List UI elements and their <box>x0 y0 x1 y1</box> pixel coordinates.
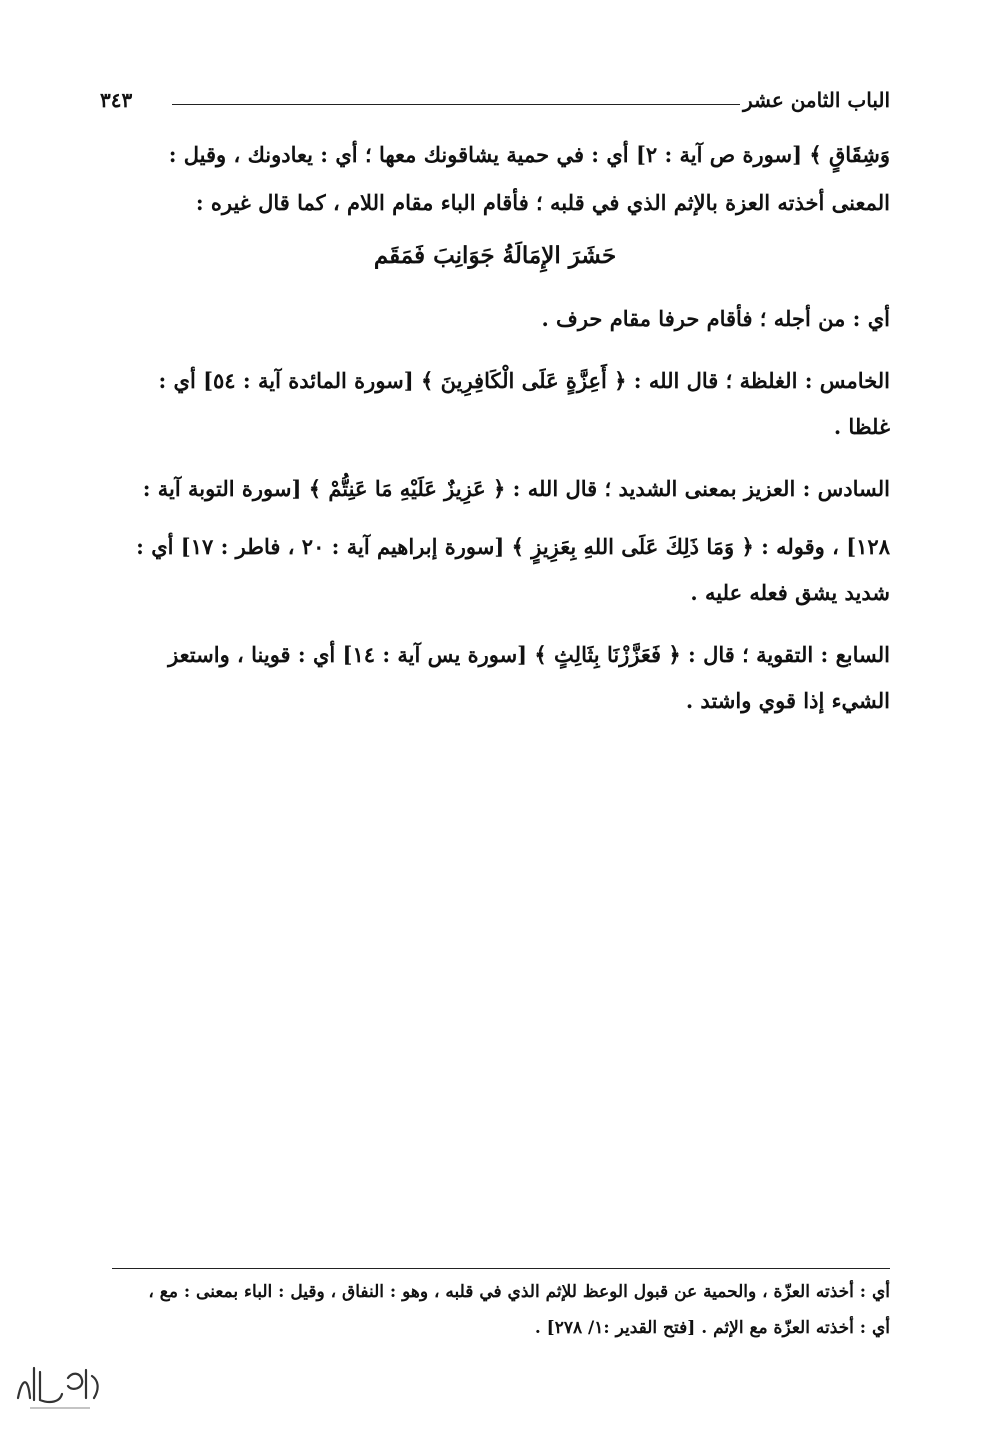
footnote-text: أي : أخذته العزّة مع الإثم . [فتح القدير :١/ ٢٧٨] . <box>534 1318 890 1338</box>
verse-line: حَشَرَ الإِمَالَةُ جَوَانِبَ فَمَقَم <box>373 242 617 269</box>
text-line: الشيء إذا قوي واشتد . <box>685 688 890 713</box>
chapter-title: الباب الثامن عشر <box>742 88 890 112</box>
footnote-line <box>100 1282 890 1302</box>
text-line: السابع : التقوية ؛ قال : ﴿ فَعَزَّزْنَا بِثَالِثٍ ﴾ [سورة يس آية : ١٤] أي : قوينا ، واستعز <box>168 642 890 667</box>
text-line: الخامس : الغلظة ؛ قال الله : ﴿ أَعِزَّةٍ عَلَى الْكَافِرِينَ ﴾ [سورة المائدة آية : ٥٤] أي : <box>158 368 890 393</box>
footnote-line <box>100 1318 890 1338</box>
page-number: ٣٤٣ <box>100 88 133 112</box>
text-line: غلظا . <box>833 414 890 439</box>
main-text <box>100 142 890 742</box>
library-logo <box>10 1358 105 1413</box>
text-line: ١٢٨] ، وقوله : ﴿ وَمَا ذَلِكَ عَلَى اللهِ بِعَزِيزٍ ﴾ [سورة إبراهيم آية : ٢٠ ، فاطر : ١٧] أي : <box>136 534 890 559</box>
text-line: شديد يشق فعله عليه . <box>690 580 890 605</box>
footnote-text: أي : أخذته العزّة ، والحمية عن قبول الوعظ للإثم الذي في قلبه ، وهو : النفاق ، وقيل : الباء بمعنى : مع ، <box>148 1282 890 1302</box>
footnote-rule <box>112 1268 890 1269</box>
header-rule <box>172 104 740 105</box>
page-header <box>100 88 890 118</box>
text-line: أي : من أجله ؛ فأقام حرفا مقام حرف . <box>541 306 890 331</box>
text-line: السادس : العزيز بمعنى الشديد ؛ قال الله : ﴿ عَزِيزٌ عَلَيْهِ مَا عَنِتُّمْ ﴾ [سورة التوبة آية : <box>142 476 890 501</box>
text-line: وَشِقَاقٍ ﴾ [سورة ص آية : ٢] أي : في حمية يشاقونك معها ؛ أي : يعادونك ، وقيل : <box>168 142 890 167</box>
text-line: المعنى أخذته العزة بالإثم الذي في قلبه ؛ فأقام الباء مقام اللام ، كما قال غيره : <box>195 190 890 215</box>
